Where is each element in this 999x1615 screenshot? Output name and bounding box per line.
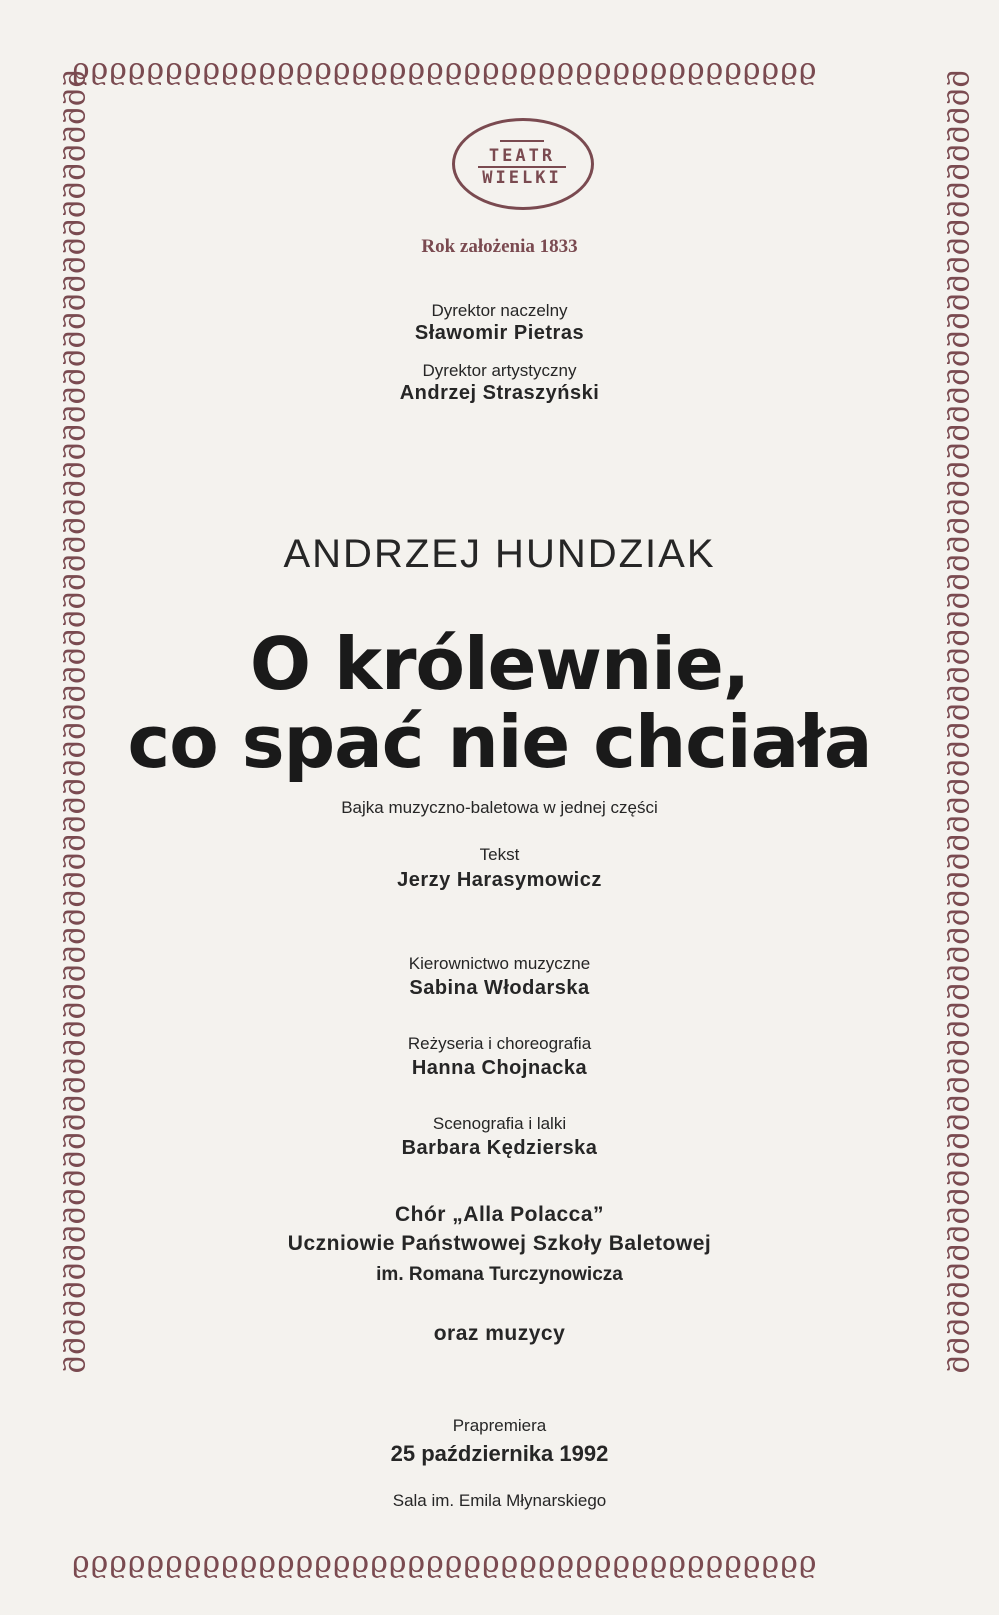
- director-general-role: Dyrektor naczelny: [431, 301, 568, 320]
- director-choreographer-name: Hanna Chojnacka: [411, 1057, 588, 1079]
- logo-text-line1: TEATR: [488, 146, 556, 166]
- premiere-venue: Sala im. Emila Młynarskiego: [392, 1491, 607, 1510]
- text-author-name: Jerzy Harasymowicz: [397, 869, 602, 891]
- scenography-role: Scenografia i lalki: [432, 1114, 567, 1133]
- musicians-credit: oraz muzycy: [433, 1322, 566, 1345]
- scenographer-name: Barbara Kędzierska: [401, 1137, 598, 1159]
- border-top-ornament: ϱϱϱϱϱϱϱϱϱϱϱϱϱϱϱϱϱϱϱϱϱϱϱϱϱϱϱϱϱϱϱϱϱϱϱϱϱϱϱϱ: [72, 52, 818, 87]
- title-line-1: O królewnie,: [249, 622, 750, 706]
- subtitle: Bajka muzyczno-baletowa w jednej części: [341, 798, 658, 817]
- ballet-school-name: im. Romana Turczynowicza: [376, 1264, 623, 1285]
- logo-roof: [500, 128, 544, 142]
- artistic-director-name: Andrzej Straszyński: [399, 382, 600, 404]
- title-line-2: co spać nie chciała: [127, 700, 872, 784]
- author-name: ANDRZEJ HUNDZIAK: [283, 532, 716, 576]
- direction-choreography-role: Reżyseria i choreografia: [407, 1034, 592, 1053]
- border-bottom-ornament: ϱϱϱϱϱϱϱϱϱϱϱϱϱϱϱϱϱϱϱϱϱϱϱϱϱϱϱϱϱϱϱϱϱϱϱϱϱϱϱϱ: [72, 1545, 818, 1580]
- premiere-label: Prapremiera: [452, 1416, 547, 1435]
- theatre-logo: [452, 118, 592, 208]
- logo-text-line2: WIELKI: [482, 168, 562, 188]
- artistic-director-role: Dyrektor artystyczny: [422, 361, 577, 380]
- border-left-ornament: ϱϱϱϱϱϱϱϱϱϱϱϱϱϱϱϱϱϱϱϱϱϱϱϱϱϱϱϱϱϱϱϱϱϱϱϱϱϱϱϱϱϱϱϱϱϱϱϱϱϱϱϱϱϱϱϱϱϱϱϱϱϱϱϱϱϱϱϱϱϱ: [61, 70, 96, 1375]
- text-role: Tekst: [479, 845, 520, 864]
- choir-name: Chór „Alla Polacca”: [394, 1203, 605, 1226]
- music-director-name: Sabina Włodarska: [409, 977, 590, 999]
- border-right-ornament: ϱϱϱϱϱϱϱϱϱϱϱϱϱϱϱϱϱϱϱϱϱϱϱϱϱϱϱϱϱϱϱϱϱϱϱϱϱϱϱϱϱϱϱϱϱϱϱϱϱϱϱϱϱϱϱϱϱϱϱϱϱϱϱϱϱϱϱϱϱϱ: [945, 70, 980, 1375]
- music-direction-role: Kierownictwo muzyczne: [408, 954, 591, 973]
- ballet-school-students: Uczniowie Państwowej Szkoły Baletowej: [287, 1232, 712, 1255]
- director-general-name: Sławomir Pietras: [414, 322, 585, 344]
- founded-year: Rok założenia 1833: [421, 236, 578, 257]
- premiere-date: 25 października 1992: [390, 1441, 609, 1466]
